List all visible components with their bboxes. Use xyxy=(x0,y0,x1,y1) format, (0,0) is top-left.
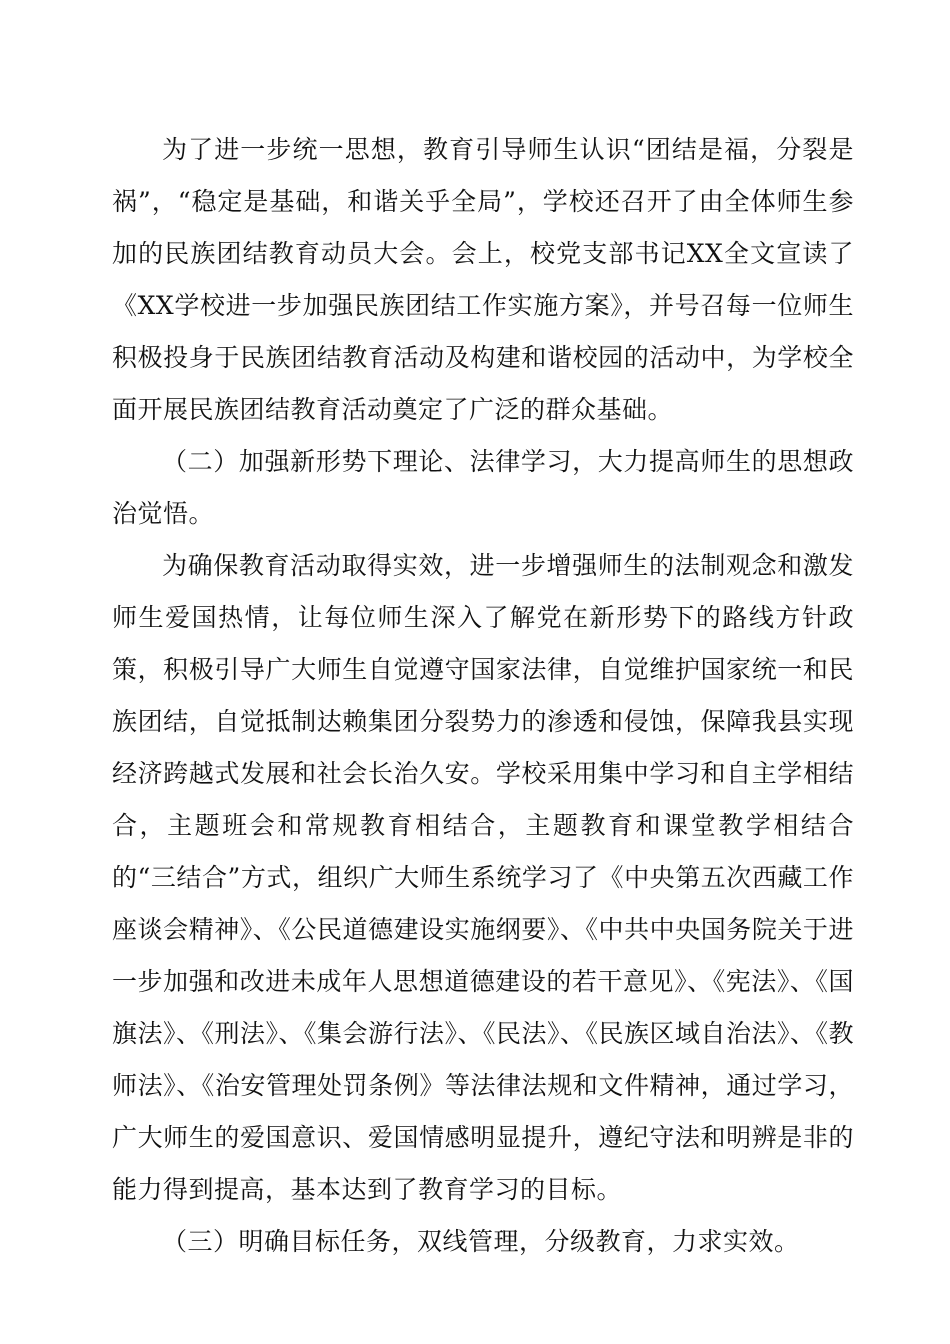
section-heading: （二）加强新形势下理论、法律学习，大力提高师生的思想政治觉悟。 xyxy=(112,447,854,528)
section-heading: （三）明确目标任务，双线管理，分级教育，力求实效。 xyxy=(162,1227,800,1256)
body-paragraph: 为了进一步统一思想，教育引导师生认识“团结是福，分裂是祸”，“稳定是基础，和谐关乎全局”，学校还召开了由全体师生参加的民族团结教育动员大会。会上，校党支部书记XX全文宣读了《XX学校进一步加强民族团结工作实施方案》，并号召每一位师生积极投身于民族团结教育活动及构建和谐校园的活动中，为学校全面开展民族团结教育活动奠定了广泛的群众基础。 xyxy=(112,135,854,424)
document-body xyxy=(112,124,854,1268)
body-paragraph: 为确保教育活动取得实效，进一步增强师生的法制观念和激发师生爱国热情，让每位师生深入了解党在新形势下的路线方针政策，积极引导广大师生自觉遵守国家法律，自觉维护国家统一和民族团结，自觉抵制达赖集团分裂势力的渗透和侵蚀，保障我县实现经济跨越式发展和社会长治久安。学校采用集中学习和自主学相结合，主题班会和常规教育相结合，主题教育和课堂教学相结合的“三结合”方式，组织广大师生系统学习了《中央第五次西藏工作座谈会精神》、《公民道德建设实施纲要》、《中共中央国务院关于进一步加强和改进未成年人思想道德建设的若干意见》、《宪法》、《国旗法》、《刑法》、《集会游行法》、《民法》、《民族区域自治法》、《教师法》、《治安管理处罚条例》等法律法规和文件精神，通过学习，广大师生的爱国意识、爱国情感明显提升，遵纪守法和明辨是非的能力得到提高，基本达到了教育学习的目标。 xyxy=(112,551,855,1204)
